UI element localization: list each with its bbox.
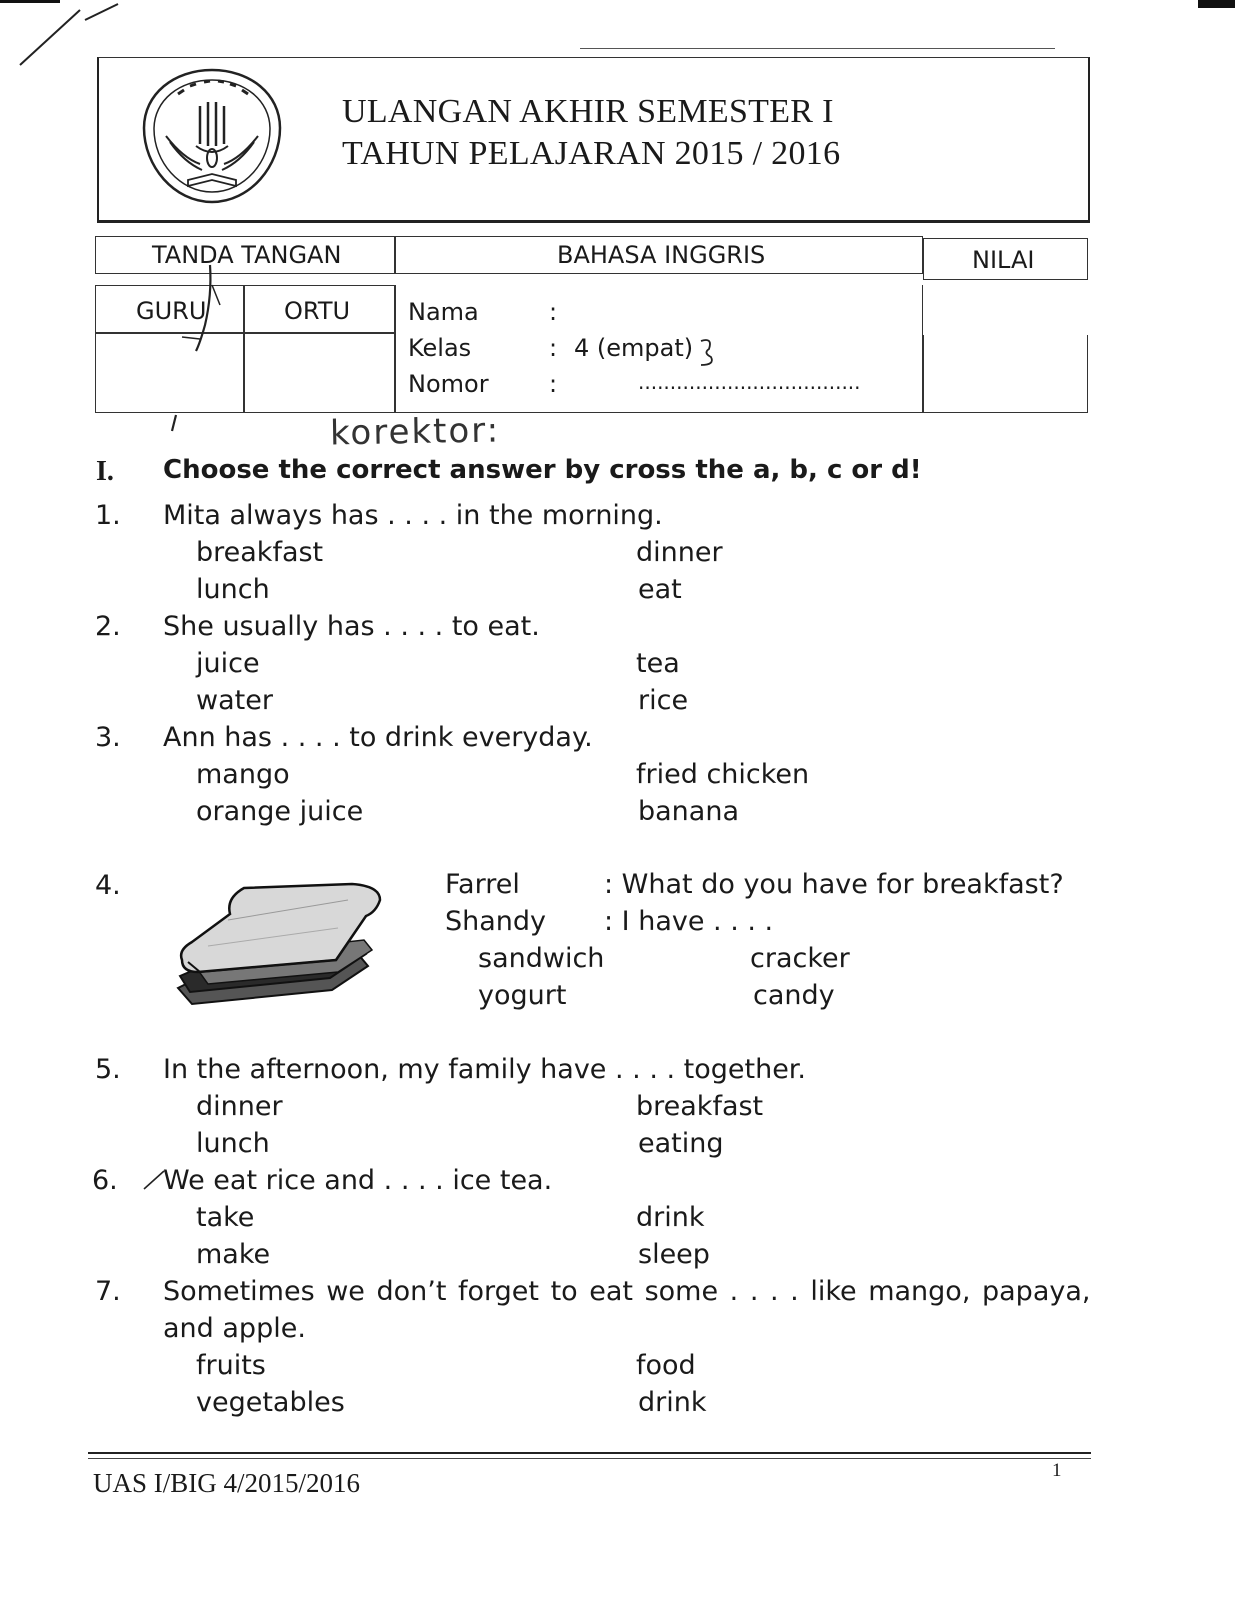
tut-wuri-handayani-logo <box>138 66 286 206</box>
scan-edge-mark <box>1198 0 1235 8</box>
q7-option-d[interactable]: drink <box>638 1387 707 1418</box>
q5-option-c[interactable]: breakfast <box>636 1091 764 1122</box>
question-7-text-continued: and apple. <box>163 1313 306 1344</box>
q7-option-b[interactable]: vegetables <box>196 1387 345 1418</box>
signature-header: TANDA TANGAN <box>152 241 342 269</box>
score-header: NILAI <box>972 246 1035 274</box>
question-3-number: 3. <box>95 722 121 753</box>
q3-option-d[interactable]: banana <box>638 796 739 827</box>
name-colon: : <box>549 298 558 326</box>
korektor-handwriting: korektor: <box>329 410 501 454</box>
q6-option-b[interactable]: make <box>196 1239 271 1270</box>
dialog-line-1: : What do you have for breakfast? <box>604 869 1064 900</box>
q5-option-a[interactable]: dinner <box>196 1091 283 1122</box>
class-value: 4 (empat) <box>574 334 694 362</box>
dialog-line-2: : I have . . . . <box>604 906 774 937</box>
number-colon: : <box>549 370 558 398</box>
q5-option-b[interactable]: lunch <box>196 1128 270 1159</box>
exam-code: UAS I/BIG 4/2015/2016 <box>93 1468 361 1498</box>
q3-option-c[interactable]: fried chicken <box>636 759 810 790</box>
q5-option-d[interactable]: eating <box>638 1128 724 1159</box>
question-6-number: 6. <box>92 1165 118 1196</box>
section-instruction: Choose the correct answer by cross the a, b, c or d! <box>163 455 922 485</box>
question-5-number: 5. <box>95 1054 121 1085</box>
question-2-number: 2. <box>95 611 121 642</box>
q2-option-c[interactable]: tea <box>636 648 680 679</box>
handwritten-mark-class <box>695 335 720 370</box>
handwritten-pen-strokes <box>160 255 250 435</box>
question-3-text: Ann has . . . . to drink everyday. <box>163 722 593 753</box>
question-2-text: She usually has . . . . to eat. <box>163 611 540 642</box>
q1-option-b[interactable]: lunch <box>196 574 270 605</box>
q7-option-a[interactable]: fruits <box>196 1350 266 1381</box>
parent-header: ORTU <box>284 297 351 325</box>
question-5-text: In the afternoon, my family have . . . . together. <box>163 1054 807 1085</box>
q3-option-b[interactable]: orange juice <box>196 796 364 827</box>
teacher-header: GURU <box>136 297 207 325</box>
q4-option-c[interactable]: cracker <box>750 943 850 974</box>
page-number: 1 <box>1052 1460 1062 1481</box>
q3-option-a[interactable]: mango <box>196 759 290 790</box>
handwritten-tick-q6 <box>140 1165 170 1195</box>
parent-signature-box[interactable] <box>244 333 395 413</box>
q2-option-a[interactable]: juice <box>196 648 260 679</box>
name-label: Nama <box>408 298 479 326</box>
q4-option-a[interactable]: sandwich <box>478 943 605 974</box>
q6-option-a[interactable]: take <box>196 1202 255 1233</box>
subject-name: BAHASA INGGRIS <box>557 241 766 269</box>
dialog-speaker-2: Shandy <box>445 906 547 937</box>
exam-title: ULANGAN AKHIR SEMESTER I <box>342 93 834 130</box>
sandwich-illustration <box>168 880 393 1010</box>
question-4-number: 4. <box>95 870 121 901</box>
footer-rule-thin <box>88 1458 1091 1459</box>
question-7-text: Sometimes we don’t forget to eat some . . . . like mango, papaya, <box>163 1276 1091 1307</box>
q2-option-b[interactable]: water <box>196 685 273 716</box>
q6-option-d[interactable]: sleep <box>638 1239 710 1270</box>
header-top-rule <box>580 48 1055 49</box>
q2-option-d[interactable]: rice <box>638 685 689 716</box>
q4-option-b[interactable]: yogurt <box>478 980 567 1011</box>
q7-option-c[interactable]: food <box>636 1350 696 1381</box>
q1-option-c[interactable]: dinner <box>636 537 723 568</box>
number-fill-line[interactable]: ................................... <box>638 370 861 394</box>
q6-option-c[interactable]: drink <box>636 1202 705 1233</box>
q4-option-d[interactable]: candy <box>753 980 835 1011</box>
academic-year: TAHUN PELAJARAN 2015 / 2016 <box>342 135 841 172</box>
score-box[interactable] <box>923 335 1088 413</box>
class-colon: : <box>549 334 558 362</box>
question-1-number: 1. <box>95 500 121 531</box>
question-6-text: We eat rice and . . . . ice tea. <box>163 1165 553 1196</box>
footer-rule-thick <box>88 1452 1091 1454</box>
class-label: Kelas <box>408 334 472 362</box>
q1-option-a[interactable]: breakfast <box>196 537 324 568</box>
dialog-speaker-1: Farrel <box>445 869 520 900</box>
question-1-text: Mita always has . . . . in the morning. <box>163 500 663 531</box>
question-7-number: 7. <box>95 1276 121 1307</box>
q1-option-d[interactable]: eat <box>638 574 682 605</box>
number-label: Nomor <box>408 370 489 398</box>
section-numeral: I. <box>96 456 114 487</box>
